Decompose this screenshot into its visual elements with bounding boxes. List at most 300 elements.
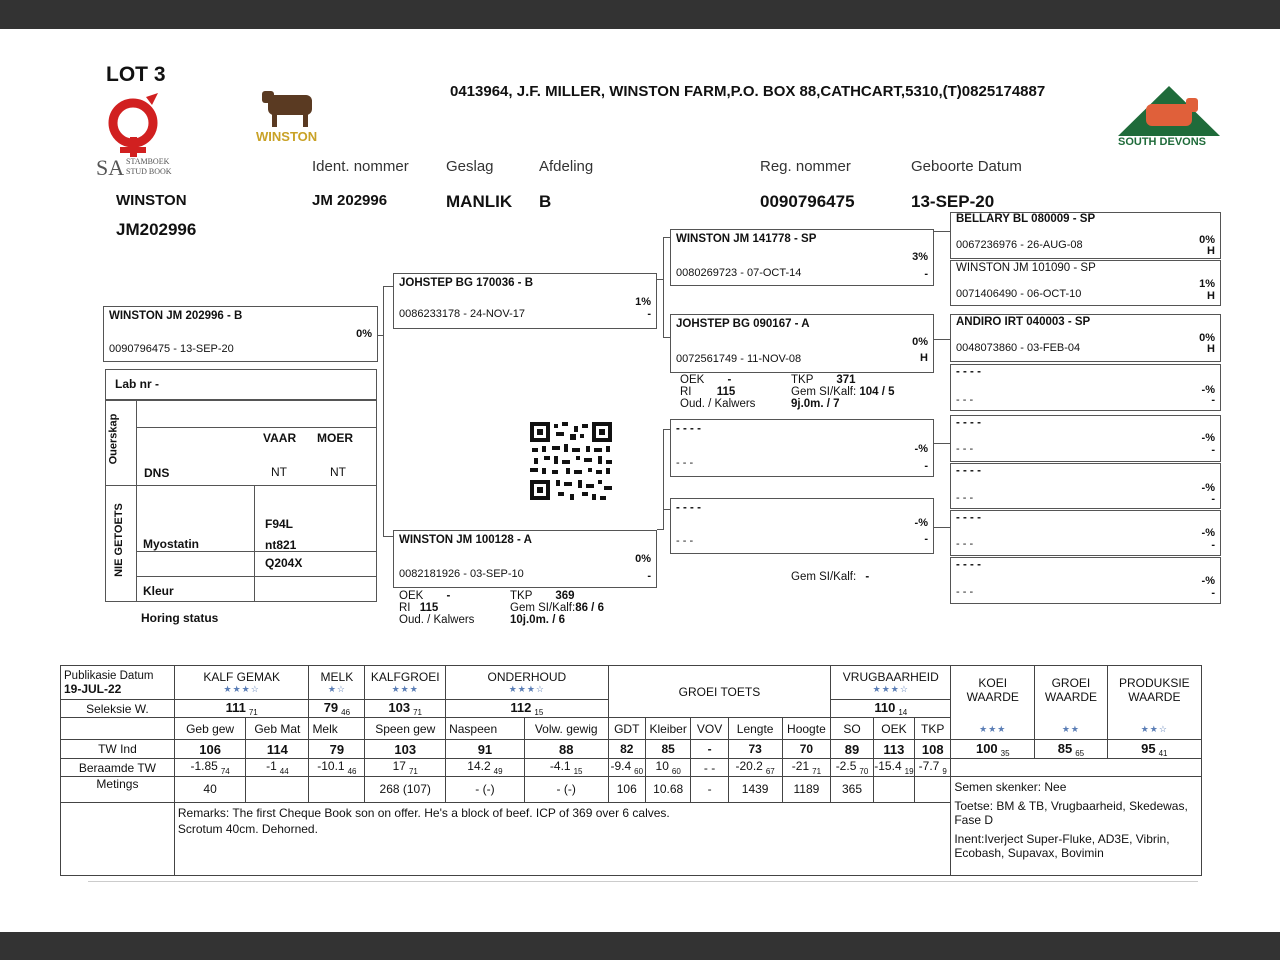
dsd-reg: - - - bbox=[956, 492, 974, 504]
sd-pct: 0% bbox=[912, 336, 928, 348]
dam-ri-label: RI bbox=[399, 602, 411, 614]
dsd-pct: -% bbox=[1201, 482, 1215, 494]
col-header: Hoogte bbox=[782, 718, 831, 740]
sd-name: JOHSTEP BG 090167 - A bbox=[676, 318, 810, 330]
sd-tkp-label: TKP bbox=[791, 374, 814, 386]
performance-table bbox=[60, 665, 1202, 876]
connector bbox=[663, 237, 670, 238]
beraamde-cell bbox=[873, 759, 914, 776]
sex-label: Geslag bbox=[446, 158, 494, 175]
onderhoud-sub: 15 bbox=[534, 708, 544, 718]
dd-info bbox=[791, 571, 869, 583]
footer-rule bbox=[88, 881, 1198, 882]
vaar-label: VAAR bbox=[263, 431, 297, 445]
sd-ri-value: 115 bbox=[716, 386, 736, 398]
lot-number: LOT 3 bbox=[106, 63, 166, 86]
reg-label: Reg. nommer bbox=[760, 158, 851, 175]
ds-reg: - - - bbox=[676, 457, 694, 469]
self-pct: 0% bbox=[356, 328, 372, 340]
ss-flag: - bbox=[924, 268, 928, 280]
ouerskap-label: Ouerskap bbox=[107, 413, 120, 465]
beraamde-sub: 60 bbox=[634, 766, 644, 776]
notes-cell bbox=[951, 776, 1202, 875]
dam-oud-label: Oud. / Kalwers bbox=[399, 614, 475, 626]
qr-code bbox=[530, 422, 612, 500]
beraamde-sub: 44 bbox=[279, 766, 289, 776]
sire-flag: - bbox=[647, 308, 651, 320]
onderhoud-header bbox=[446, 666, 609, 700]
metings-cell: 365 bbox=[831, 776, 873, 802]
beraamde-cell bbox=[246, 759, 309, 776]
col-header: Melk bbox=[309, 718, 365, 740]
produksie-label: PRODUKSIE WAARDE bbox=[1118, 676, 1190, 704]
pedigree-dam-dam bbox=[670, 498, 934, 554]
blank-cell bbox=[61, 802, 175, 875]
dam-flag: - bbox=[647, 570, 651, 582]
koei-waarde-header bbox=[951, 666, 1035, 740]
tw-cell: 85 bbox=[645, 740, 691, 759]
dam-reg: 0082181926 - 03-SEP-10 bbox=[399, 568, 524, 580]
beraamde-cell bbox=[608, 759, 645, 776]
ddd-flag: - bbox=[1211, 587, 1215, 599]
tw-cell: 82 bbox=[608, 740, 645, 759]
produksie-stars: ★★☆ bbox=[1140, 724, 1168, 734]
groei-stars: ★★ bbox=[1061, 724, 1080, 734]
qr-code-icon bbox=[530, 422, 612, 500]
dam-info bbox=[399, 590, 474, 626]
ident-value: JM 202996 bbox=[312, 192, 388, 209]
beraamde-sub: 19 bbox=[904, 766, 914, 776]
dds-flag: - bbox=[1211, 539, 1215, 551]
pedigree-sire-sire bbox=[670, 229, 934, 286]
kalfgroei-sub: 71 bbox=[413, 708, 423, 718]
beraamde-value: -4.1 bbox=[549, 759, 571, 774]
koei-label: KOEI WAARDE bbox=[966, 676, 1019, 704]
onderhoud-value: 112 bbox=[510, 700, 532, 715]
dss-name: - - - - bbox=[956, 417, 981, 429]
col-header: TKP bbox=[915, 718, 951, 740]
self-reg: 0090796475 - 13-SEP-20 bbox=[109, 343, 234, 355]
tw-prod-sub: 41 bbox=[1158, 749, 1168, 759]
self-name: WINSTON JM 202996 - B bbox=[109, 310, 243, 322]
dds-name: - - - - bbox=[956, 512, 981, 524]
myostatin-f94l: F94L bbox=[265, 517, 294, 531]
sss-pct: 0% bbox=[1199, 234, 1215, 246]
melk-header bbox=[309, 666, 365, 700]
sd-oud-label: Oud. / Kalwers bbox=[680, 398, 756, 410]
sa-logo-text: SA bbox=[96, 155, 125, 180]
connector bbox=[657, 529, 664, 530]
sdd-flag: - bbox=[1211, 394, 1215, 406]
beraamde-cell bbox=[691, 759, 728, 776]
sd-ri-label: RI bbox=[680, 386, 692, 398]
connector bbox=[663, 237, 664, 337]
moer-label: MOER bbox=[317, 431, 353, 445]
koei-stars: ★★★ bbox=[979, 724, 1007, 734]
col-header: Kleiber bbox=[645, 718, 691, 740]
metings-cell: - (-) bbox=[524, 776, 608, 802]
col-header: VOV bbox=[691, 718, 728, 740]
ds-flag: - bbox=[924, 460, 928, 472]
sdd-reg: - - - bbox=[956, 394, 974, 406]
remarks-line-2: Scrotum 40cm. Dehorned. bbox=[177, 821, 318, 836]
kalf-gemak-sub: 71 bbox=[248, 708, 258, 718]
test-panel bbox=[105, 400, 377, 625]
pedigree-sss bbox=[950, 212, 1221, 259]
beraamde-sub: 67 bbox=[765, 766, 775, 776]
section-value: B bbox=[539, 192, 552, 211]
sd-oek-label: OEK bbox=[680, 374, 705, 386]
dsd-flag: - bbox=[1211, 493, 1215, 505]
melk-value-cell bbox=[309, 700, 365, 718]
beraamde-value: -21 bbox=[791, 759, 810, 774]
pedigree-sire bbox=[393, 273, 657, 329]
pedigree-ddd bbox=[950, 557, 1221, 604]
sss-name: BELLARY BL 080009 - SP bbox=[956, 213, 1096, 225]
kleur-label: Kleur bbox=[143, 584, 174, 598]
tw-cell: 88 bbox=[524, 740, 608, 759]
dam-gem-value: 86 / 6 bbox=[575, 602, 604, 614]
sd-flag: H bbox=[920, 352, 928, 364]
beraamde-sub: 71 bbox=[812, 766, 822, 776]
sire-name: JOHSTEP BG 170036 - B bbox=[399, 277, 534, 289]
col-header: Volw. gewig bbox=[524, 718, 608, 740]
beraamde-cell bbox=[309, 759, 365, 776]
tw-prod-cell bbox=[1107, 740, 1201, 759]
sa-logo-sub1: STAMBOEK bbox=[126, 157, 170, 166]
tw-cell: 106 bbox=[174, 740, 245, 759]
sss-reg: 0067236976 - 26-AUG-08 bbox=[956, 239, 1083, 251]
melk-sub: 46 bbox=[341, 708, 351, 718]
connector bbox=[934, 231, 950, 232]
beraamde-cell bbox=[915, 759, 951, 776]
myostatin-label: Myostatin bbox=[143, 537, 200, 551]
sire-pct: 1% bbox=[635, 296, 651, 308]
melk-label: MELK bbox=[320, 670, 354, 684]
kalfgroei-header bbox=[365, 666, 446, 700]
dsd-name: - - - - bbox=[956, 465, 981, 477]
bull-icon bbox=[248, 85, 332, 131]
tw-cell: 108 bbox=[915, 740, 951, 759]
onderhoud-label: ONDERHOUD bbox=[487, 670, 567, 684]
groei-label: GROEI WAARDE bbox=[1044, 676, 1098, 704]
remarks-line-1: Remarks: The first Cheque Book son on offer. He's a block of beef. ICP of 369 over 6 calves. bbox=[177, 805, 670, 820]
pedigree-ssd bbox=[950, 260, 1221, 306]
metings-cell bbox=[915, 776, 951, 802]
vrug-value-cell bbox=[831, 700, 951, 718]
dam-pct: 0% bbox=[635, 553, 651, 565]
mountain-bull-icon bbox=[1116, 84, 1222, 140]
tw-groei: 85 bbox=[1057, 740, 1073, 756]
produksie-waarde-header bbox=[1107, 666, 1201, 740]
metings-cell: 1439 bbox=[728, 776, 782, 802]
tw-cell: 113 bbox=[873, 740, 914, 759]
ss-name: WINSTON JM 141778 - SP bbox=[676, 233, 817, 245]
pub-date-cell bbox=[61, 666, 175, 700]
tw-groei-sub: 65 bbox=[1075, 749, 1085, 759]
pedigree-sds bbox=[950, 314, 1221, 362]
metings-cell: - (-) bbox=[446, 776, 525, 802]
pedigree-dds bbox=[950, 510, 1221, 556]
sd-gem-label: Gem SI/Kalf: bbox=[791, 386, 857, 398]
melk-stars: ★☆ bbox=[327, 684, 346, 694]
kalfgroei-value-cell bbox=[365, 700, 446, 718]
beraamde-value: 17 bbox=[392, 759, 406, 774]
breed-logo-text: SOUTH DEVONS bbox=[1118, 136, 1207, 148]
sa-studbook-logo bbox=[96, 91, 186, 181]
vrug-value: 110 bbox=[874, 700, 896, 715]
col-header: OEK bbox=[873, 718, 914, 740]
tw-koei-cell bbox=[951, 740, 1035, 759]
sa-logo-sub2: STUD BOOK bbox=[126, 167, 172, 176]
pedigree-sdd bbox=[950, 364, 1221, 411]
winston-farm-logo bbox=[248, 85, 332, 157]
reg-value: 0090796475 bbox=[760, 192, 855, 211]
pedigree-self bbox=[103, 306, 378, 362]
semen-note: Semen skenker: Nee bbox=[954, 779, 1067, 794]
tw-cell: 91 bbox=[446, 740, 525, 759]
myostatin-nt821: nt821 bbox=[265, 538, 297, 552]
kalfgroei-stars: ★★★ bbox=[391, 684, 419, 694]
dss-flag: - bbox=[1211, 444, 1215, 456]
beraamde-cell bbox=[645, 759, 691, 776]
birth-label: Geboorte Datum bbox=[911, 158, 1022, 175]
tw-prod: 95 bbox=[1141, 740, 1156, 756]
vrug-label: VRUGBAARHEID bbox=[842, 670, 939, 684]
tw-ind-row bbox=[61, 740, 1202, 759]
ssd-reg: 0071406490 - 06-OCT-10 bbox=[956, 288, 1082, 300]
sdd-pct: -% bbox=[1201, 384, 1215, 396]
vrugbaarheid-header bbox=[831, 666, 951, 700]
tw-cell: 79 bbox=[309, 740, 365, 759]
sd-reg: 0072561749 - 11-NOV-08 bbox=[676, 353, 802, 365]
tw-cell: 73 bbox=[728, 740, 782, 759]
dam-tkp-value: 369 bbox=[555, 590, 575, 602]
tw-label: TW Ind bbox=[61, 740, 175, 759]
ds-name: - - - - bbox=[676, 423, 701, 435]
kalfgroei-label: KALFGROEI bbox=[370, 670, 440, 684]
beraamde-sub: 49 bbox=[493, 766, 503, 776]
blank-cell bbox=[61, 718, 175, 740]
dns-moer: NT bbox=[330, 465, 346, 479]
sdd-name: - - - - bbox=[956, 366, 981, 378]
dd-gem-label: Gem SI/Kalf: bbox=[791, 571, 857, 583]
ds-pct: -% bbox=[914, 443, 928, 455]
kalf-gemak-label: KALF GEMAK bbox=[203, 670, 280, 684]
connector bbox=[663, 429, 670, 430]
dd-pct: -% bbox=[914, 517, 928, 529]
viewer-top-bar bbox=[0, 0, 1280, 29]
breeder-line: 0413964, J.F. MILLER, WINSTON FARM,P.O. BOX 88,CATHCART,5310,(T)0825174887 bbox=[450, 83, 1046, 100]
dds-pct: -% bbox=[1201, 527, 1215, 539]
tw-cell: 70 bbox=[782, 740, 831, 759]
birth-value: 13-SEP-20 bbox=[911, 192, 995, 211]
divider bbox=[254, 485, 255, 602]
connector bbox=[934, 339, 950, 340]
pub-label: Publikasie Datum bbox=[64, 669, 154, 682]
pub-date: 19-JUL-22 bbox=[64, 681, 122, 696]
tw-koei-sub: 35 bbox=[1000, 749, 1010, 759]
metings-row bbox=[61, 776, 1202, 802]
dss-reg: - - - bbox=[956, 443, 974, 455]
kalf-gemak-stars: ★★★☆ bbox=[223, 684, 260, 694]
sds-reg: 0048073860 - 03-FEB-04 bbox=[956, 342, 1081, 354]
ssd-flag: H bbox=[1207, 290, 1215, 302]
viewer-bottom-bar bbox=[0, 932, 1280, 960]
beraamde-sub: 74 bbox=[220, 766, 230, 776]
col-header: Naspeen bbox=[446, 718, 525, 740]
sss-flag: H bbox=[1207, 245, 1215, 257]
beraamde-value: -1 bbox=[266, 759, 277, 774]
metings-cell: 40 bbox=[174, 776, 245, 802]
metings-label: Metings bbox=[61, 776, 175, 802]
metings-cell bbox=[873, 776, 914, 802]
dd-reg: - - - bbox=[676, 535, 694, 547]
inent-note: Inent:Iverject Super-Fluke, AD3E, Vibrin, Ecobash, Supavax, Bovimin bbox=[954, 831, 1170, 860]
sd-info bbox=[680, 374, 755, 410]
dd-name: - - - - bbox=[676, 502, 701, 514]
dam-info-right bbox=[510, 590, 604, 626]
beraamde-sub: 60 bbox=[671, 766, 681, 776]
beraamde-sub: 46 bbox=[347, 766, 357, 776]
melk-value: 79 bbox=[323, 700, 339, 715]
metings-cell: 268 (107) bbox=[365, 776, 446, 802]
beraamde-cell bbox=[831, 759, 873, 776]
dd-flag: - bbox=[924, 533, 928, 545]
dam-oek-value: - bbox=[446, 590, 451, 602]
nie-getoets-label: NIE GETOETS bbox=[112, 503, 125, 577]
beraamde-cell bbox=[365, 759, 446, 776]
ss-pct: 3% bbox=[912, 251, 928, 263]
beraamde-value: -20.2 bbox=[735, 759, 763, 774]
groei-toets-header: GROEI TOETS bbox=[608, 666, 831, 718]
studbook-emblem-icon bbox=[96, 91, 186, 161]
beraamde-value: 10 bbox=[655, 759, 669, 774]
connector bbox=[934, 527, 950, 528]
sd-gem-value: 104 / 5 bbox=[859, 386, 895, 398]
table-header-row bbox=[61, 666, 1202, 700]
sex-value: MANLIK bbox=[446, 192, 513, 211]
ssd-name: WINSTON JM 101090 - SP bbox=[956, 262, 1096, 274]
kalf-gemak-header bbox=[174, 666, 309, 700]
sd-tkp-value: 371 bbox=[836, 374, 856, 386]
lot-sheet-page bbox=[0, 29, 1280, 932]
col-header: Speen gew bbox=[365, 718, 446, 740]
tw-cell: 103 bbox=[365, 740, 446, 759]
beraamde-value: -15.4 bbox=[874, 759, 902, 774]
connector bbox=[663, 509, 670, 510]
tw-cell: 114 bbox=[246, 740, 309, 759]
seleksie-label: Seleksie W. bbox=[61, 700, 175, 718]
sd-oud-value: 9j.0m. / 7 bbox=[791, 398, 840, 410]
divider bbox=[136, 485, 376, 486]
ddd-reg: - - - bbox=[956, 586, 974, 598]
kalf-gemak-value-cell bbox=[174, 700, 309, 718]
tw-cell: 89 bbox=[831, 740, 873, 759]
beraamde-cell bbox=[446, 759, 525, 776]
pedigree-dss bbox=[950, 415, 1221, 462]
connector bbox=[663, 429, 664, 529]
beraamde-cell bbox=[782, 759, 831, 776]
vrug-stars: ★★★☆ bbox=[872, 684, 909, 694]
kalf-gemak-value: 111 bbox=[225, 700, 246, 715]
dam-gem-label: Gem SI/Kalf: bbox=[510, 602, 576, 614]
lab-number: Lab nr - bbox=[115, 377, 159, 391]
toetse-note: Toetse: BM & TB, Vrugbaarheid, Skedewas, Fase D bbox=[954, 798, 1188, 827]
dam-oud-value: 10j.0m. / 6 bbox=[510, 614, 565, 626]
beraamde-value: 14.2 bbox=[467, 759, 491, 774]
tw-groei-cell bbox=[1035, 740, 1107, 759]
connector bbox=[383, 536, 393, 537]
blank-cell bbox=[951, 759, 1202, 776]
vrug-sub: 14 bbox=[898, 708, 908, 718]
sds-pct: 0% bbox=[1199, 332, 1215, 344]
divider bbox=[136, 551, 376, 552]
sds-name: ANDIRO IRT 040003 - SP bbox=[956, 316, 1091, 328]
beraamde-value: -10.1 bbox=[317, 759, 345, 774]
animal-name: WINSTON bbox=[116, 192, 187, 209]
animal-code: JM202996 bbox=[116, 220, 197, 239]
dam-tkp-label: TKP bbox=[510, 590, 533, 602]
sd-oek-value: - bbox=[727, 374, 732, 386]
beraamde-value: - - bbox=[703, 760, 716, 775]
beraamde-cell bbox=[728, 759, 782, 776]
ssd-pct: 1% bbox=[1199, 278, 1215, 290]
connector bbox=[663, 337, 670, 338]
beraamde-sub: 15 bbox=[573, 766, 583, 776]
pedigree-dam bbox=[393, 530, 657, 588]
divider bbox=[106, 485, 136, 486]
pedigree-sire-dam bbox=[670, 314, 934, 373]
dam-oek-label: OEK bbox=[399, 590, 424, 602]
ddd-name: - - - - bbox=[956, 559, 981, 571]
beraamde-sub: 71 bbox=[408, 766, 418, 776]
beraamde-sub: 70 bbox=[859, 766, 869, 776]
metings-cell: 10.68 bbox=[645, 776, 691, 802]
dd-gem-value: - bbox=[865, 571, 870, 583]
col-header: SO bbox=[831, 718, 873, 740]
dss-pct: -% bbox=[1201, 432, 1215, 444]
onderhoud-stars: ★★★☆ bbox=[508, 684, 545, 694]
dns-vaar: NT bbox=[271, 465, 287, 479]
beraamde-row bbox=[61, 759, 1202, 776]
beraamde-value: -9.4 bbox=[610, 759, 632, 774]
col-header: Lengte bbox=[728, 718, 782, 740]
divider bbox=[136, 576, 376, 577]
col-header: Geb Mat bbox=[246, 718, 309, 740]
sd-info-right bbox=[791, 374, 895, 410]
dds-reg: - - - bbox=[956, 538, 974, 550]
remarks-cell bbox=[174, 802, 950, 875]
dam-ri-value: 115 bbox=[419, 602, 439, 614]
col-header: GDT bbox=[608, 718, 645, 740]
tw-cell: - bbox=[691, 740, 728, 759]
connector bbox=[383, 286, 384, 536]
pedigree-dam-sire bbox=[670, 419, 934, 477]
ss-reg: 0080269723 - 07-OCT-14 bbox=[676, 267, 802, 279]
pedigree-dsd bbox=[950, 463, 1221, 509]
section-label: Afdeling bbox=[539, 158, 594, 175]
tw-koei: 100 bbox=[975, 740, 998, 756]
beraamde-value: -2.5 bbox=[835, 759, 857, 774]
horing-label: Horing status bbox=[141, 611, 219, 625]
beraamde-value: -1.85 bbox=[190, 759, 218, 774]
lab-number-box bbox=[105, 369, 377, 400]
kalfgroei-value: 103 bbox=[388, 700, 411, 715]
metings-cell: - bbox=[691, 776, 728, 802]
beraamde-value: -7.7 bbox=[918, 759, 940, 774]
sire-reg: 0086233178 - 24-NOV-17 bbox=[399, 308, 525, 320]
